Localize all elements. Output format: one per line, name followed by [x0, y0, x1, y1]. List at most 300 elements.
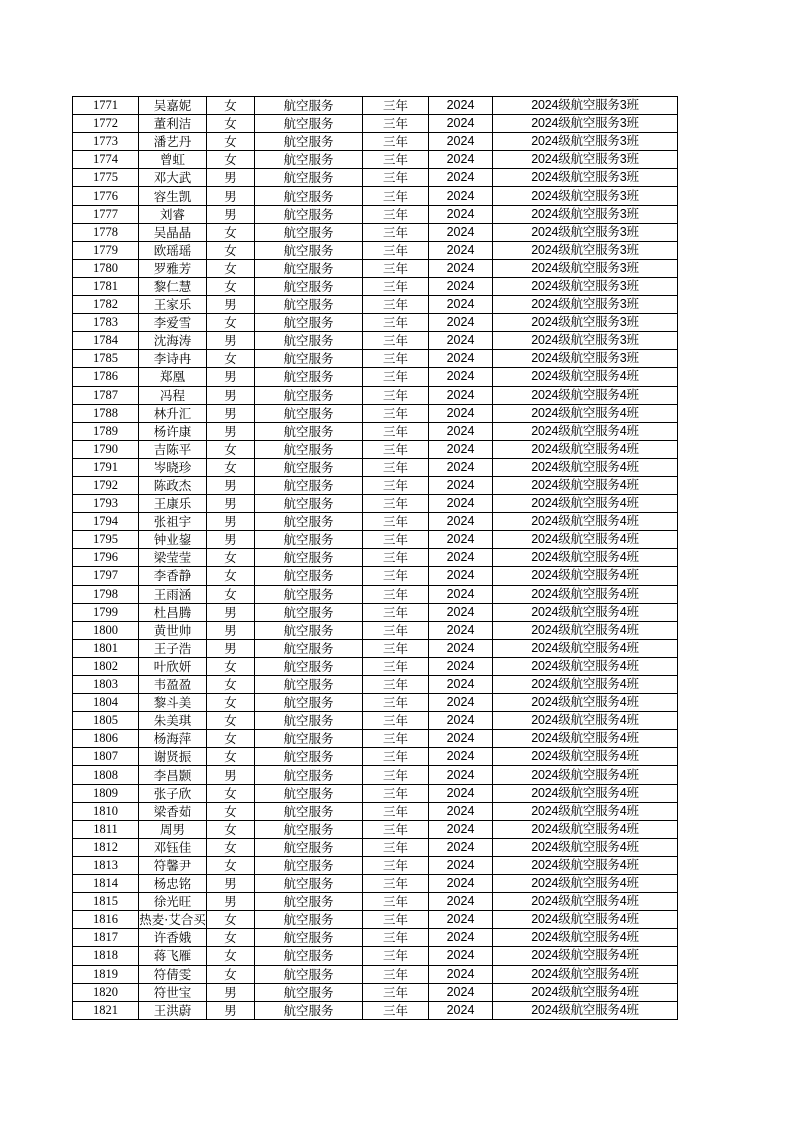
student-name-cell: 刘睿 — [139, 205, 207, 223]
enroll-year-cell: 2024 — [429, 241, 493, 259]
class-name-cell: 2024级航空服务3班 — [493, 205, 678, 223]
student-name-cell: 符世宝 — [139, 983, 207, 1001]
enroll-year-cell: 2024 — [429, 875, 493, 893]
student-name-cell: 岑晓珍 — [139, 458, 207, 476]
gender-cell: 女 — [207, 911, 255, 929]
student-name-cell: 梁莹莹 — [139, 549, 207, 567]
class-name-cell: 2024级航空服务4班 — [493, 422, 678, 440]
class-name-cell: 2024级航空服务3班 — [493, 187, 678, 205]
student-id-cell: 1778 — [73, 223, 139, 241]
duration-cell: 三年 — [363, 277, 429, 295]
class-name-cell: 2024级航空服务4班 — [493, 766, 678, 784]
gender-cell: 女 — [207, 259, 255, 277]
duration-cell: 三年 — [363, 947, 429, 965]
table-row — [73, 983, 678, 1001]
student-id-cell: 1811 — [73, 820, 139, 838]
enroll-year-cell: 2024 — [429, 694, 493, 712]
student-name-cell: 潘艺丹 — [139, 133, 207, 151]
student-name-cell: 吉陈平 — [139, 440, 207, 458]
duration-cell: 三年 — [363, 404, 429, 422]
gender-cell: 女 — [207, 458, 255, 476]
major-cell: 航空服务 — [255, 314, 363, 332]
class-name-cell: 2024级航空服务4班 — [493, 947, 678, 965]
student-name-cell: 李爱雪 — [139, 314, 207, 332]
student-id-cell: 1785 — [73, 350, 139, 368]
major-cell: 航空服务 — [255, 277, 363, 295]
major-cell: 航空服务 — [255, 151, 363, 169]
class-name-cell: 2024级航空服务3班 — [493, 259, 678, 277]
class-name-cell: 2024级航空服务4班 — [493, 712, 678, 730]
class-name-cell: 2024级航空服务4班 — [493, 965, 678, 983]
student-name-cell: 王洪蔚 — [139, 1001, 207, 1019]
table-row — [73, 476, 678, 494]
duration-cell: 三年 — [363, 911, 429, 929]
student-id-cell: 1787 — [73, 386, 139, 404]
student-id-cell: 1773 — [73, 133, 139, 151]
student-name-cell: 陈政杰 — [139, 476, 207, 494]
student-name-cell: 董利洁 — [139, 115, 207, 133]
table-row — [73, 875, 678, 893]
major-cell: 航空服务 — [255, 694, 363, 712]
class-name-cell: 2024级航空服务3班 — [493, 223, 678, 241]
table-row — [73, 603, 678, 621]
enroll-year-cell: 2024 — [429, 856, 493, 874]
class-name-cell: 2024级航空服务4班 — [493, 802, 678, 820]
student-id-cell: 1801 — [73, 639, 139, 657]
major-cell: 航空服务 — [255, 1001, 363, 1019]
student-name-cell: 钟业鋆 — [139, 531, 207, 549]
major-cell: 航空服务 — [255, 585, 363, 603]
table-row — [73, 639, 678, 657]
student-id-cell: 1803 — [73, 676, 139, 694]
student-name-cell: 李昌颢 — [139, 766, 207, 784]
table-row — [73, 1001, 678, 1019]
table-row — [73, 802, 678, 820]
table-row — [73, 205, 678, 223]
table-row — [73, 676, 678, 694]
duration-cell: 三年 — [363, 875, 429, 893]
student-name-cell: 张子欣 — [139, 784, 207, 802]
student-id-cell: 1791 — [73, 458, 139, 476]
class-name-cell: 2024级航空服务4班 — [493, 585, 678, 603]
duration-cell: 三年 — [363, 115, 429, 133]
enroll-year-cell: 2024 — [429, 495, 493, 513]
major-cell: 航空服务 — [255, 875, 363, 893]
student-name-cell: 郑凰 — [139, 368, 207, 386]
gender-cell: 男 — [207, 531, 255, 549]
enroll-year-cell: 2024 — [429, 422, 493, 440]
student-name-cell: 李香静 — [139, 567, 207, 585]
class-name-cell: 2024级航空服务4班 — [493, 404, 678, 422]
duration-cell: 三年 — [363, 350, 429, 368]
gender-cell: 女 — [207, 151, 255, 169]
class-name-cell: 2024级航空服务4班 — [493, 875, 678, 893]
student-id-cell: 1814 — [73, 875, 139, 893]
gender-cell: 女 — [207, 730, 255, 748]
student-id-cell: 1780 — [73, 259, 139, 277]
major-cell: 航空服务 — [255, 567, 363, 585]
student-name-cell: 梁香茹 — [139, 802, 207, 820]
duration-cell: 三年 — [363, 531, 429, 549]
gender-cell: 男 — [207, 875, 255, 893]
gender-cell: 女 — [207, 856, 255, 874]
major-cell: 航空服务 — [255, 223, 363, 241]
duration-cell: 三年 — [363, 929, 429, 947]
duration-cell: 三年 — [363, 151, 429, 169]
table-row — [73, 386, 678, 404]
major-cell: 航空服务 — [255, 748, 363, 766]
major-cell: 航空服务 — [255, 639, 363, 657]
duration-cell: 三年 — [363, 694, 429, 712]
table-row — [73, 169, 678, 187]
gender-cell: 男 — [207, 187, 255, 205]
enroll-year-cell: 2024 — [429, 151, 493, 169]
enroll-year-cell: 2024 — [429, 676, 493, 694]
student-name-cell: 吴晶晶 — [139, 223, 207, 241]
table-row — [73, 495, 678, 513]
enroll-year-cell: 2024 — [429, 983, 493, 1001]
class-name-cell: 2024级航空服务4班 — [493, 694, 678, 712]
student-name-cell: 符馨尹 — [139, 856, 207, 874]
duration-cell: 三年 — [363, 639, 429, 657]
table-row — [73, 784, 678, 802]
duration-cell: 三年 — [363, 802, 429, 820]
student-id-cell: 1771 — [73, 97, 139, 115]
student-id-cell: 1774 — [73, 151, 139, 169]
enroll-year-cell: 2024 — [429, 911, 493, 929]
student-id-cell: 1806 — [73, 730, 139, 748]
gender-cell: 女 — [207, 440, 255, 458]
gender-cell: 女 — [207, 223, 255, 241]
student-id-cell: 1796 — [73, 549, 139, 567]
student-id-cell: 1790 — [73, 440, 139, 458]
gender-cell: 女 — [207, 748, 255, 766]
student-name-cell: 符倩雯 — [139, 965, 207, 983]
major-cell: 航空服务 — [255, 97, 363, 115]
gender-cell: 女 — [207, 929, 255, 947]
duration-cell: 三年 — [363, 332, 429, 350]
table-row — [73, 151, 678, 169]
enroll-year-cell: 2024 — [429, 929, 493, 947]
duration-cell: 三年 — [363, 820, 429, 838]
major-cell: 航空服务 — [255, 368, 363, 386]
gender-cell: 女 — [207, 585, 255, 603]
gender-cell: 男 — [207, 1001, 255, 1019]
major-cell: 航空服务 — [255, 657, 363, 675]
student-name-cell: 杨海萍 — [139, 730, 207, 748]
enroll-year-cell: 2024 — [429, 259, 493, 277]
major-cell: 航空服务 — [255, 169, 363, 187]
student-name-cell: 杨忠铭 — [139, 875, 207, 893]
student-id-cell: 1792 — [73, 476, 139, 494]
student-id-cell: 1818 — [73, 947, 139, 965]
enroll-year-cell: 2024 — [429, 712, 493, 730]
duration-cell: 三年 — [363, 476, 429, 494]
major-cell: 航空服务 — [255, 350, 363, 368]
major-cell: 航空服务 — [255, 259, 363, 277]
major-cell: 航空服务 — [255, 422, 363, 440]
class-name-cell: 2024级航空服务4班 — [493, 820, 678, 838]
major-cell: 航空服务 — [255, 621, 363, 639]
enroll-year-cell: 2024 — [429, 820, 493, 838]
major-cell: 航空服务 — [255, 495, 363, 513]
student-name-cell: 韦盈盈 — [139, 676, 207, 694]
student-id-cell: 1788 — [73, 404, 139, 422]
class-name-cell: 2024级航空服务3班 — [493, 169, 678, 187]
class-name-cell: 2024级航空服务4班 — [493, 838, 678, 856]
enroll-year-cell: 2024 — [429, 603, 493, 621]
class-name-cell: 2024级航空服务4班 — [493, 386, 678, 404]
major-cell: 航空服务 — [255, 404, 363, 422]
enroll-year-cell: 2024 — [429, 748, 493, 766]
gender-cell: 男 — [207, 169, 255, 187]
student-name-cell: 热麦·艾合买 — [139, 912, 206, 928]
student-name-cell: 王雨涵 — [139, 585, 207, 603]
class-name-cell: 2024级航空服务4班 — [493, 440, 678, 458]
table-row — [73, 187, 678, 205]
student-id-cell: 1802 — [73, 657, 139, 675]
duration-cell: 三年 — [363, 495, 429, 513]
student-id-cell: 1808 — [73, 766, 139, 784]
student-name-cell: 王康乐 — [139, 495, 207, 513]
major-cell: 航空服务 — [255, 115, 363, 133]
duration-cell: 三年 — [363, 368, 429, 386]
student-name-cell: 李诗冉 — [139, 350, 207, 368]
enroll-year-cell: 2024 — [429, 368, 493, 386]
gender-cell: 男 — [207, 205, 255, 223]
student-name-cell: 蒋飞雁 — [139, 947, 207, 965]
student-id-cell: 1805 — [73, 712, 139, 730]
duration-cell: 三年 — [363, 585, 429, 603]
class-name-cell: 2024级航空服务4班 — [493, 476, 678, 494]
table-row — [73, 440, 678, 458]
gender-cell: 女 — [207, 676, 255, 694]
student-id-cell: 1798 — [73, 585, 139, 603]
major-cell: 航空服务 — [255, 458, 363, 476]
duration-cell: 三年 — [363, 838, 429, 856]
enroll-year-cell: 2024 — [429, 458, 493, 476]
student-id-cell: 1782 — [73, 296, 139, 314]
enroll-year-cell: 2024 — [429, 404, 493, 422]
enroll-year-cell: 2024 — [429, 440, 493, 458]
class-name-cell: 2024级航空服务3班 — [493, 314, 678, 332]
gender-cell: 女 — [207, 784, 255, 802]
enroll-year-cell: 2024 — [429, 802, 493, 820]
enroll-year-cell: 2024 — [429, 531, 493, 549]
enroll-year-cell: 2024 — [429, 567, 493, 585]
student-name-cell: 黎斗美 — [139, 694, 207, 712]
duration-cell: 三年 — [363, 549, 429, 567]
duration-cell: 三年 — [363, 856, 429, 874]
duration-cell: 三年 — [363, 386, 429, 404]
enroll-year-cell: 2024 — [429, 187, 493, 205]
duration-cell: 三年 — [363, 567, 429, 585]
table-row — [73, 259, 678, 277]
enroll-year-cell: 2024 — [429, 223, 493, 241]
gender-cell: 男 — [207, 639, 255, 657]
major-cell: 航空服务 — [255, 983, 363, 1001]
gender-cell: 女 — [207, 241, 255, 259]
gender-cell: 男 — [207, 422, 255, 440]
major-cell: 航空服务 — [255, 712, 363, 730]
table-row — [73, 730, 678, 748]
student-id-cell: 1820 — [73, 983, 139, 1001]
duration-cell: 三年 — [363, 241, 429, 259]
gender-cell: 男 — [207, 296, 255, 314]
enroll-year-cell: 2024 — [429, 621, 493, 639]
class-name-cell: 2024级航空服务4班 — [493, 368, 678, 386]
table-row — [73, 585, 678, 603]
gender-cell: 男 — [207, 476, 255, 494]
student-id-cell: 1813 — [73, 856, 139, 874]
gender-cell: 女 — [207, 567, 255, 585]
table-row — [73, 911, 678, 929]
student-id-cell: 1781 — [73, 277, 139, 295]
class-name-cell: 2024级航空服务4班 — [493, 856, 678, 874]
major-cell: 航空服务 — [255, 911, 363, 929]
major-cell: 航空服务 — [255, 965, 363, 983]
student-id-cell: 1817 — [73, 929, 139, 947]
duration-cell: 三年 — [363, 187, 429, 205]
table-row — [73, 296, 678, 314]
table-row — [73, 947, 678, 965]
class-name-cell: 2024级航空服务4班 — [493, 567, 678, 585]
gender-cell: 女 — [207, 657, 255, 675]
gender-cell: 男 — [207, 603, 255, 621]
class-name-cell: 2024级航空服务3班 — [493, 151, 678, 169]
gender-cell: 男 — [207, 513, 255, 531]
major-cell: 航空服务 — [255, 332, 363, 350]
enroll-year-cell: 2024 — [429, 350, 493, 368]
gender-cell: 男 — [207, 766, 255, 784]
major-cell: 航空服务 — [255, 476, 363, 494]
table-row — [73, 314, 678, 332]
student-id-cell: 1783 — [73, 314, 139, 332]
enroll-year-cell: 2024 — [429, 784, 493, 802]
gender-cell: 女 — [207, 350, 255, 368]
student-name-cell: 吴嘉妮 — [139, 97, 207, 115]
major-cell: 航空服务 — [255, 802, 363, 820]
student-id-cell: 1807 — [73, 748, 139, 766]
enroll-year-cell: 2024 — [429, 585, 493, 603]
class-name-cell: 2024级航空服务4班 — [493, 929, 678, 947]
gender-cell: 女 — [207, 820, 255, 838]
major-cell: 航空服务 — [255, 133, 363, 151]
gender-cell: 女 — [207, 277, 255, 295]
major-cell: 航空服务 — [255, 531, 363, 549]
table-row — [73, 458, 678, 476]
class-name-cell: 2024级航空服务4班 — [493, 549, 678, 567]
table-row — [73, 965, 678, 983]
student-name-cell: 罗雅芳 — [139, 259, 207, 277]
class-name-cell: 2024级航空服务4班 — [493, 458, 678, 476]
student-id-cell: 1777 — [73, 205, 139, 223]
student-name-cell: 冯程 — [139, 386, 207, 404]
class-name-cell: 2024级航空服务4班 — [493, 621, 678, 639]
table-row — [73, 893, 678, 911]
student-id-cell: 1821 — [73, 1001, 139, 1019]
enroll-year-cell: 2024 — [429, 549, 493, 567]
class-name-cell: 2024级航空服务4班 — [493, 639, 678, 657]
major-cell: 航空服务 — [255, 549, 363, 567]
duration-cell: 三年 — [363, 965, 429, 983]
table-row — [73, 513, 678, 531]
student-name-cell: 王子浩 — [139, 639, 207, 657]
enroll-year-cell: 2024 — [429, 169, 493, 187]
major-cell: 航空服务 — [255, 187, 363, 205]
major-cell: 航空服务 — [255, 838, 363, 856]
table-row — [73, 97, 678, 115]
duration-cell: 三年 — [363, 205, 429, 223]
gender-cell: 女 — [207, 694, 255, 712]
duration-cell: 三年 — [363, 440, 429, 458]
table-row — [73, 838, 678, 856]
enroll-year-cell: 2024 — [429, 766, 493, 784]
student-id-cell: 1812 — [73, 838, 139, 856]
class-name-cell: 2024级航空服务4班 — [493, 495, 678, 513]
table-row — [73, 223, 678, 241]
table-row — [73, 856, 678, 874]
class-name-cell: 2024级航空服务4班 — [493, 893, 678, 911]
student-id-cell: 1772 — [73, 115, 139, 133]
student-id-cell: 1797 — [73, 567, 139, 585]
student-name-cell: 林升汇 — [139, 404, 207, 422]
student-id-cell: 1795 — [73, 531, 139, 549]
student-name-cell: 朱美琪 — [139, 712, 207, 730]
duration-cell: 三年 — [363, 223, 429, 241]
student-name-cell: 许香娥 — [139, 929, 207, 947]
major-cell: 航空服务 — [255, 856, 363, 874]
enroll-year-cell: 2024 — [429, 657, 493, 675]
student-name-cell: 张祖宇 — [139, 513, 207, 531]
major-cell: 航空服务 — [255, 947, 363, 965]
duration-cell: 三年 — [363, 133, 429, 151]
class-name-cell: 2024级航空服务3班 — [493, 97, 678, 115]
table-row — [73, 712, 678, 730]
table-row — [73, 549, 678, 567]
class-name-cell: 2024级航空服务4班 — [493, 784, 678, 802]
class-name-cell: 2024级航空服务3班 — [493, 350, 678, 368]
major-cell: 航空服务 — [255, 440, 363, 458]
student-id-cell: 1810 — [73, 802, 139, 820]
class-name-cell: 2024级航空服务4班 — [493, 676, 678, 694]
gender-cell: 女 — [207, 965, 255, 983]
student-name-cell: 王家乐 — [139, 296, 207, 314]
student-id-cell: 1779 — [73, 241, 139, 259]
duration-cell: 三年 — [363, 97, 429, 115]
enroll-year-cell: 2024 — [429, 277, 493, 295]
major-cell: 航空服务 — [255, 296, 363, 314]
enroll-year-cell: 2024 — [429, 513, 493, 531]
table-row — [73, 766, 678, 784]
student-name-cell: 徐光旺 — [139, 893, 207, 911]
class-name-cell: 2024级航空服务4班 — [493, 513, 678, 531]
student-roster-table — [72, 96, 678, 1020]
student-id-cell: 1784 — [73, 332, 139, 350]
enroll-year-cell: 2024 — [429, 332, 493, 350]
gender-cell: 女 — [207, 115, 255, 133]
major-cell: 航空服务 — [255, 603, 363, 621]
major-cell: 航空服务 — [255, 241, 363, 259]
table-row — [73, 567, 678, 585]
gender-cell: 男 — [207, 332, 255, 350]
class-name-cell: 2024级航空服务3班 — [493, 241, 678, 259]
class-name-cell: 2024级航空服务4班 — [493, 657, 678, 675]
student-id-cell: 1794 — [73, 513, 139, 531]
student-id-cell: 1776 — [73, 187, 139, 205]
student-name-cell: 叶欣妍 — [139, 657, 207, 675]
student-id-cell: 1816 — [73, 911, 139, 929]
